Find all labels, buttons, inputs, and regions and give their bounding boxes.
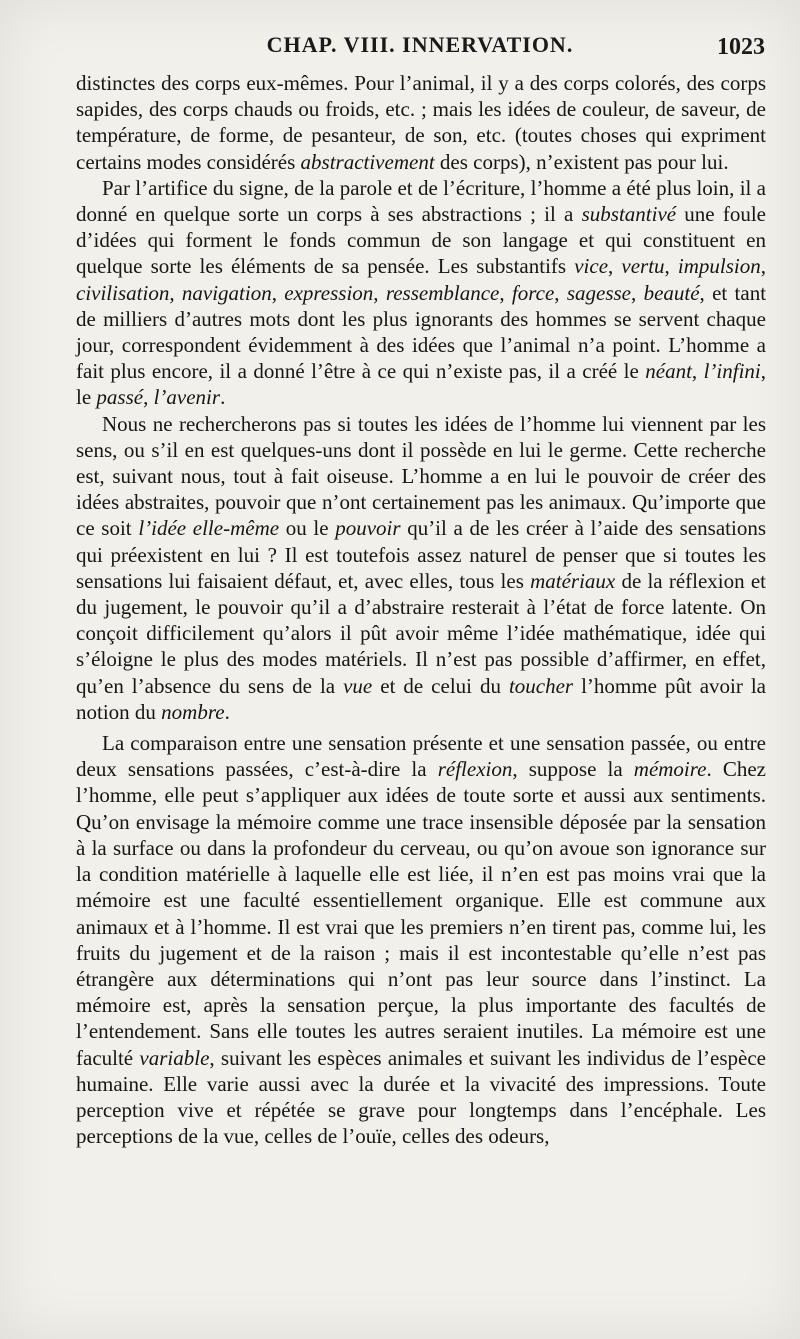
italic-term: pouvoir [335, 516, 401, 541]
paragraph [76, 411, 766, 725]
text-run: ou le [279, 516, 336, 541]
italic-term: matériaux [530, 568, 616, 593]
paragraph [76, 175, 766, 411]
italic-term: expression [284, 280, 374, 305]
italic-term: mémoire [633, 757, 707, 782]
text-run: , [631, 280, 644, 305]
italic-term: variable [139, 1045, 210, 1070]
body-text [76, 70, 766, 1149]
text-run: qu’il a de les créer à l’aide des sensations qui préexistent en lui ? Il est toutefois assez naturel de penser que si toutes les sensations lui faisaient défaut, et, avec elles, tous les [76, 516, 767, 593]
text-run: , [554, 280, 567, 305]
italic-term: vertu [621, 254, 665, 279]
italic-term: vue [343, 673, 373, 698]
text-run: , suivant les espèces animales et suivant les individus de l’espèce humaine. Elle varie aussi avec la durée et la vivacité des impressions. Toute perception vive et répétée se grave pour longtemps dans l’encéphale. Les perceptions de la vue, celles de l’ouïe, celles des odeurs, [76, 1045, 767, 1149]
text-run: Par l’artifice du signe, de la parole et de l’écriture, l’homme a été plus loin, il a donné en quelque sorte un corps à ses abstractions ; il a [76, 175, 766, 227]
paragraph [76, 730, 766, 1149]
text-run: , [691, 359, 704, 384]
italic-term: vice [574, 254, 609, 279]
text-run: , [169, 280, 182, 305]
italic-term: réflexion [437, 757, 513, 782]
paragraph [76, 70, 766, 175]
italic-term: force [511, 280, 555, 305]
italic-term: toucher [508, 673, 574, 698]
text-run: de la réflexion et du jugement, le pouvoir qu’il a d’abstraire resterait à l’état de force latente. On conçoit difficilement qu’alors il pût avoir même l’idée mathématique, idée qui s’éloigne le plus des modes matériels. Il n’est pas possible d’affirmer, en effet, qu’en l’absence du sens de la [76, 568, 766, 698]
italic-term: passé [96, 385, 144, 410]
text-run: distinctes des corps eux-mêmes. Pour l’animal, il y a des corps colorés, des corps sapides, des corps chauds ou froids, etc. ; mais les idées de couleur, de saveur, de température, de forme, de pesanteur, de son, etc. (toutes choses qui expriment certains modes considérés [76, 71, 766, 174]
text-run: des corps), n’existent pas pour lui. [434, 149, 729, 174]
text-run: , [143, 385, 154, 410]
text-run: , suppose la [512, 757, 634, 782]
text-run: . [220, 385, 226, 410]
text-run: , [271, 280, 285, 305]
text-run: et de celui du [372, 673, 509, 698]
text-run: La comparaison entre une sensation présente et une sensation passée, ou entre deux sensations passées, c’est-à-dire la [76, 731, 766, 782]
italic-term: beauté [643, 280, 700, 305]
italic-term: l’idée elle-même [138, 516, 280, 541]
text-run: Nous ne rechercherons pas si toutes les idées de l’homme lui viennent par les sens, ou s’il en est quelques-uns dont il possède en lui le germe. Cette recherche est, suivant nous, tout à fait oiseuse. L’homme a en lui le pouvoir de créer des idées abstraites, pouvoir que n’ont certainement pas les animaux. Qu’importe que ce soit [76, 411, 766, 541]
italic-term: civilisation [76, 280, 170, 305]
text-run: , [499, 280, 512, 305]
italic-term: impulsion [677, 254, 761, 279]
italic-term: navigation [181, 280, 272, 305]
chapter-title: CHAP. VIII. INNERVATION. [266, 32, 574, 57]
text-run: , [373, 280, 386, 305]
italic-term: ressemblance [385, 280, 500, 305]
text-run: une foule d’idées qui forment le fonds commun de son langage et qui constituent en quelque sorte les éléments de sa pensée. Les substantifs [76, 202, 766, 279]
italic-term: l’avenir [153, 385, 221, 410]
italic-term: sagesse [566, 280, 632, 305]
page-number: 1023 [717, 34, 765, 60]
text-run: , et tant de milliers d’autres mots dont les plus ignorants des hommes se servent chaque jour, correspondent évidemment à des idées que l’animal n’a point. L’homme a fait plus encore, il a donné l’être à ce qui n’existe pas, il a créé le [76, 280, 767, 384]
text-run: , le [76, 359, 767, 410]
italic-term: néant [645, 359, 692, 384]
text-run: , [608, 254, 622, 279]
running-head [75, 32, 765, 66]
text-run: . [224, 699, 230, 724]
italic-term: nombre [161, 699, 225, 724]
italic-term: substantivé [581, 202, 677, 227]
italic-term: l’infini [703, 359, 761, 384]
text-run: l’homme pût avoir la notion du [76, 673, 766, 724]
text-run: . Chez l’homme, elle peut s’appliquer aux idées de toute sorte et aussi aux sentiments. Qu’on envisage la mémoire comme une trace insensible déposée par la sensation à la surface ou dans la profondeur du cerveau, ou qu’on avoue son ignorance sur la condition matérielle à laquelle elle est liée, il n’en est pas moins vrai que la mémoire est une faculté essentiellement organique. Elle est commune aux animaux et à l’homme. Il est vrai que les premiers n’en tirent pas, comme lui, les fruits du jugement et de la raison ; mais il est incontestable qu’elle n’est pas étrangère aux déterminations qui n’ont pas leur source dans l’instinct. La mémoire est, après la sensation perçue, la plus importante des facultés de l’entendement. Sans elle toutes les autres seraient inutiles. La mémoire est une faculté [76, 757, 766, 1070]
italic-term: abstractivement [300, 149, 435, 174]
text-run: , [664, 254, 678, 279]
text-run: , [760, 254, 767, 279]
